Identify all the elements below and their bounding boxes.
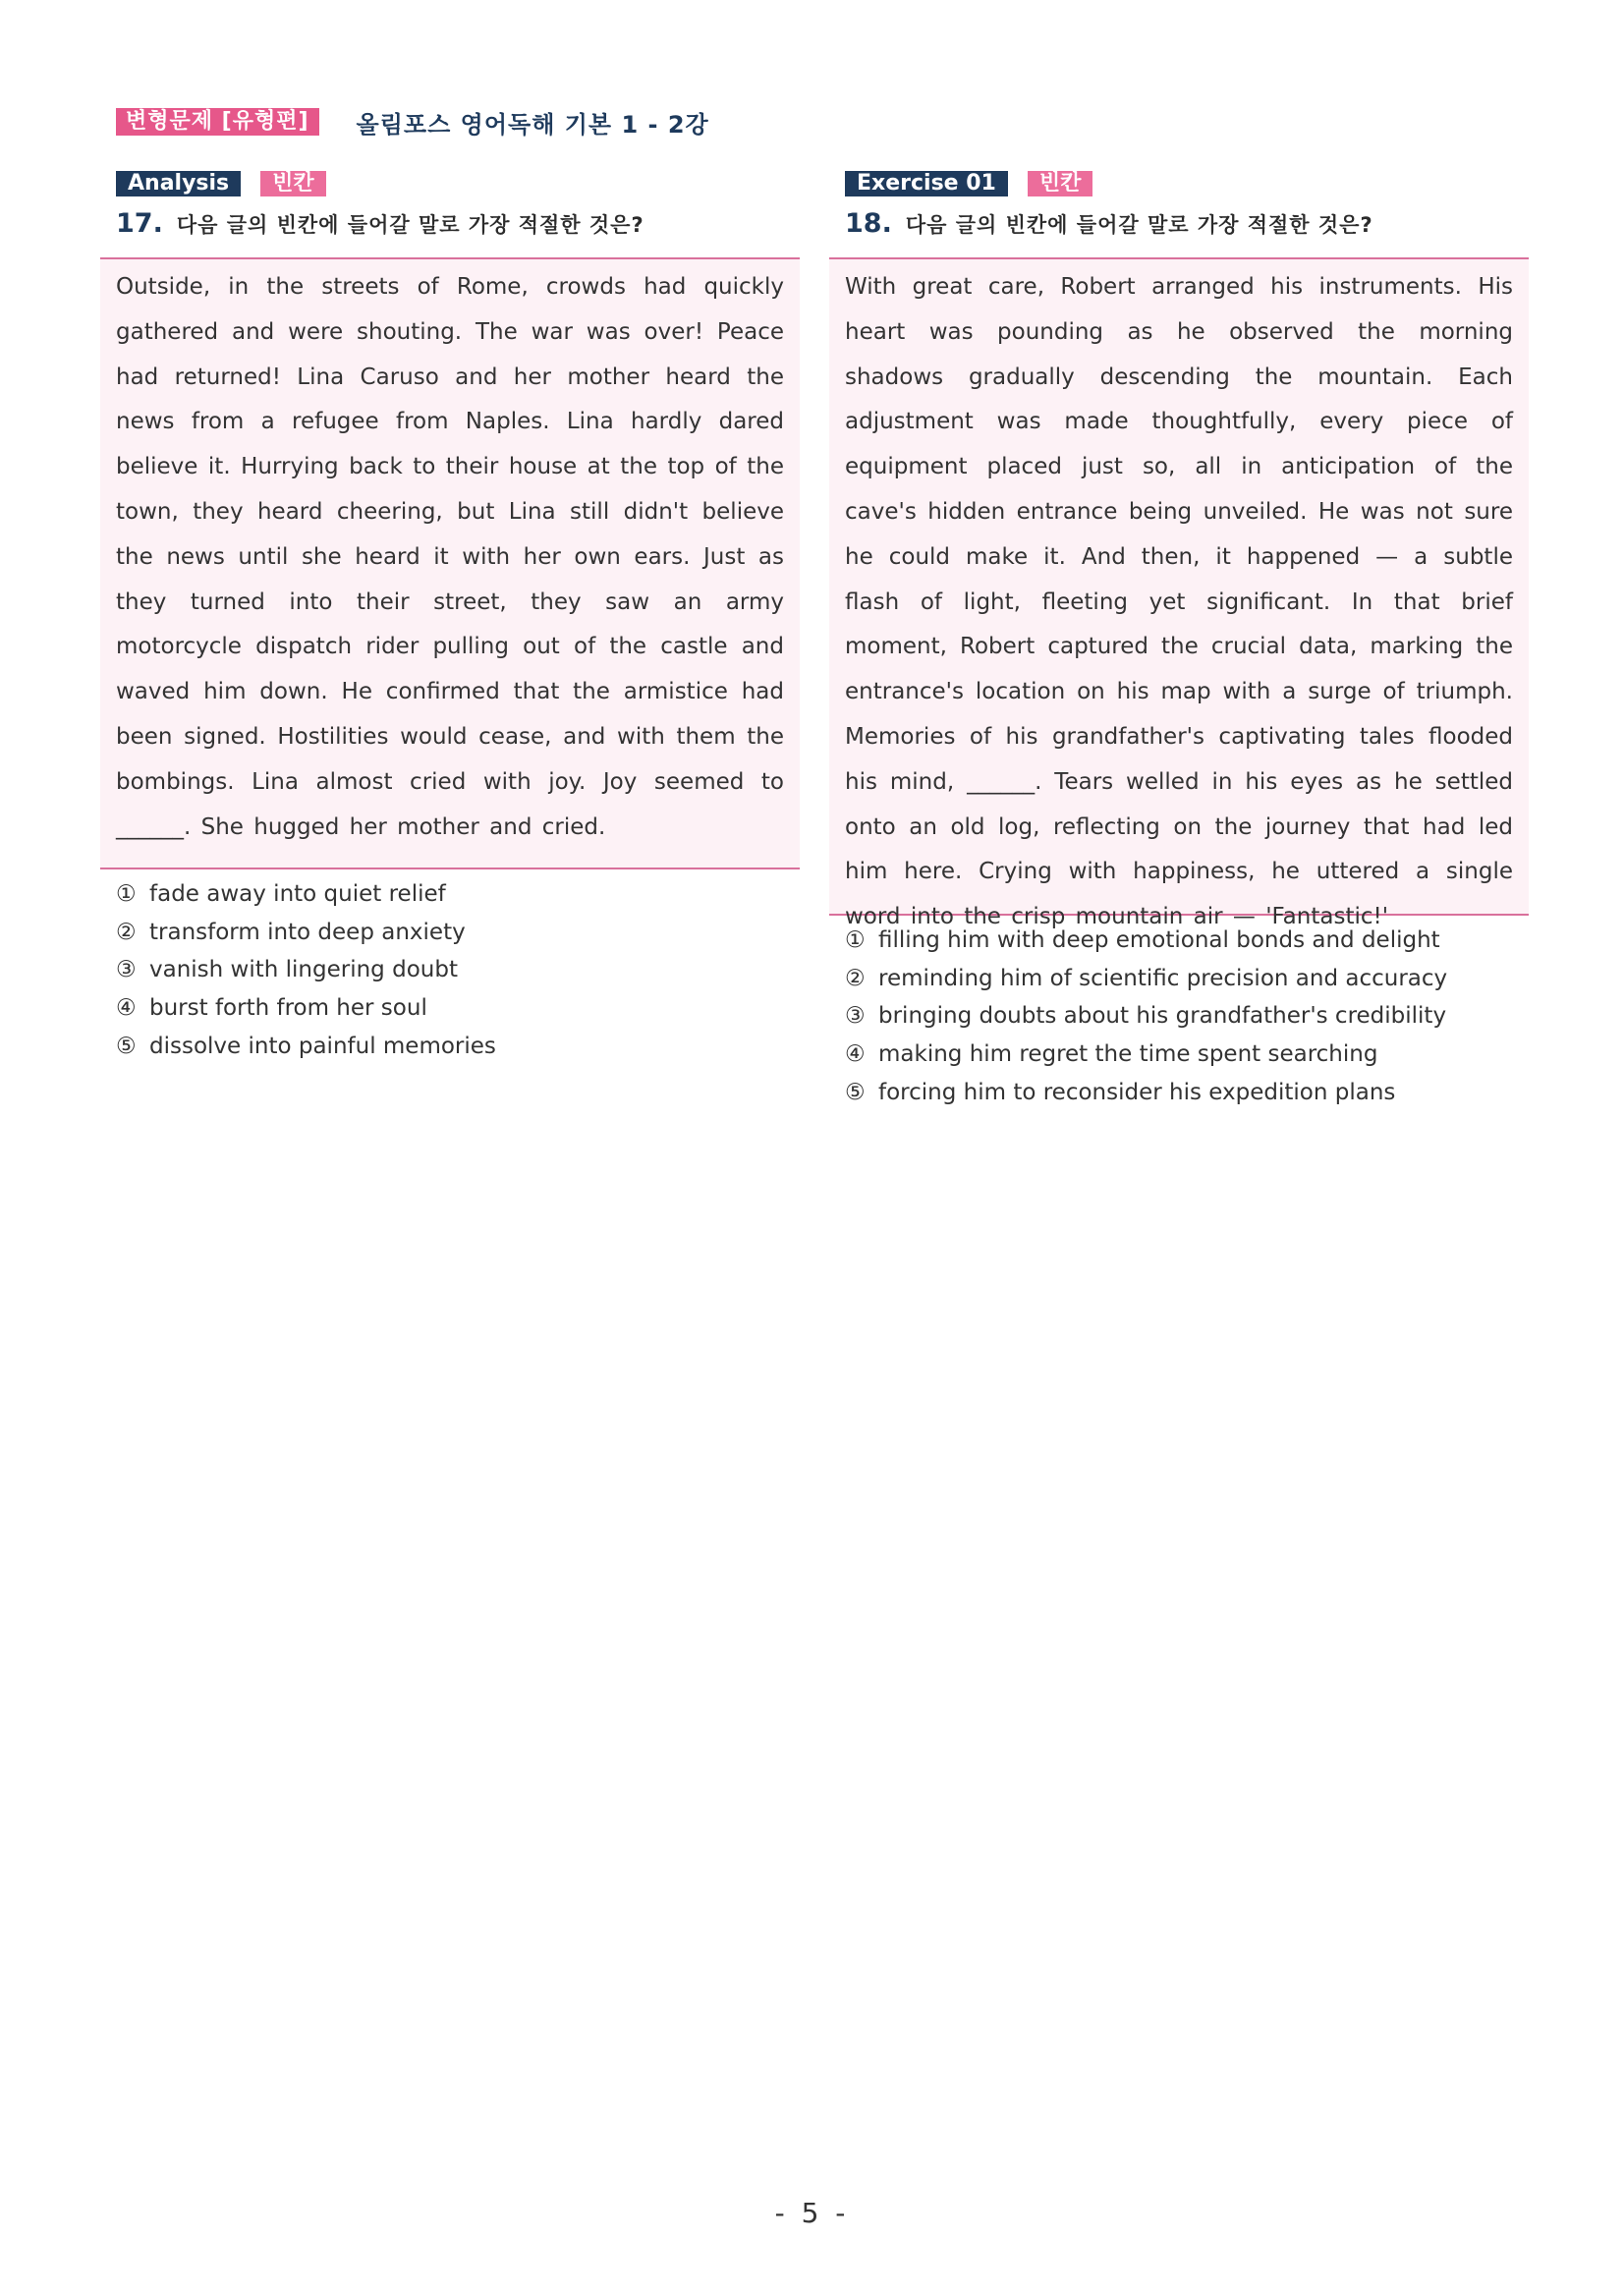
option-1[interactable] [116,875,800,914]
option-text: dissolve into painful memories [149,1033,496,1059]
section-label-exercise: Exercise 01 [845,171,1008,196]
option-marker: ③ [845,1003,866,1030]
question-text: 다음 글의 빈칸에 들어갈 말로 가장 적절한 것은? [905,213,1373,237]
page-header [116,104,709,140]
passage-text: With great care, Robert arranged his instruments. His heart was pounding as he observed the morning shadows gradually descending the mountain. Each adjustment was made thoughtfully, every piece of equipment placed just so, all in anticipation of the cave's hidden entrance being unveiled. He was not sure he could make it. And then, it happened — a subtle flash of light, fleeting yet significant. In that brief moment, Robert captured the crucial data, marking the entrance's location on his map with a surge of triumph. Memories of his grandfather's captivating tales flooded his mind, ______. Tears welled in his eyes as he settled onto an old log, reflecting on the journey that had led him here. Crying with happiness, he uttered a single word into the crisp mountain air — 'Fantastic!' [845,274,1513,930]
option-text: fade away into quiet relief [149,881,446,907]
option-4[interactable] [116,989,800,1028]
option-marker: ③ [116,957,137,983]
option-text: burst forth from her soul [149,995,427,1022]
question-18-column [829,169,1529,1112]
passage-box [100,257,800,869]
question-number: 18. [845,208,892,239]
option-text: bringing doubts about his grandfather's credibility [878,1003,1447,1030]
answer-options [845,922,1529,1112]
header-tag: 변형문제 [유형편] [116,108,319,136]
option-marker: ① [845,927,866,953]
question-labels [845,169,1529,198]
question-heading [845,208,1529,242]
option-5[interactable] [845,1074,1529,1112]
option-marker: ⑤ [116,1033,137,1059]
question-text: 다음 글의 빈칸에 들어갈 말로 가장 적절한 것은? [176,213,644,237]
option-text: transform into deep anxiety [149,919,466,945]
type-label: 빈칸 [260,171,326,196]
passage-text: Outside, in the streets of Rome, crowds had quickly gathered and were shouting. The war was over! Peace had returned! Lina Caruso and her mother heard the news from a refugee from Naples. Lina hardly dared believe it. Hurrying back to their house at the top of the town, they heard cheering, but Lina still didn't believe the news until she heard it with her own ears. Just as they turned into their street, they saw an army motorcycle dispatch rider pulling out of the castle and waved him down. He confirmed that the armistice had been signed. Hostilities would cease, and with them the bombings. Lina almost cried with joy. Joy seemed to ______. She hugged her mother and cried. [116,274,784,840]
option-text: reminding him of scientific precision and accuracy [878,965,1448,991]
option-text: making him regret the time spent searching [878,1041,1378,1068]
question-labels [116,169,800,198]
passage-box [829,257,1529,930]
option-1[interactable] [845,922,1529,960]
option-marker: ④ [845,1041,866,1068]
option-marker: ⑤ [845,1079,866,1105]
option-2[interactable] [845,960,1529,998]
section-label-analysis: Analysis [116,171,241,196]
option-4[interactable] [845,1036,1529,1074]
option-3[interactable] [116,951,800,989]
option-5[interactable] [116,1028,800,1066]
option-text: forcing him to reconsider his expedition plans [878,1079,1396,1105]
option-text: vanish with lingering doubt [149,957,458,983]
option-3[interactable] [845,997,1529,1036]
header-title: 올림포스 영어독해 기본 1 - 2강 [356,110,709,139]
answer-options [116,875,800,1066]
option-text: filling him with deep emotional bonds and delight [878,927,1440,953]
question-17-column [100,169,800,1066]
option-marker: ② [116,919,137,945]
question-number: 17. [116,208,163,239]
option-marker: ② [845,965,866,991]
question-heading [116,208,800,242]
type-label: 빈칸 [1028,171,1093,196]
option-marker: ④ [116,995,137,1022]
page-number: - 5 - [774,2197,850,2229]
option-marker: ① [116,881,137,907]
option-2[interactable] [116,914,800,952]
